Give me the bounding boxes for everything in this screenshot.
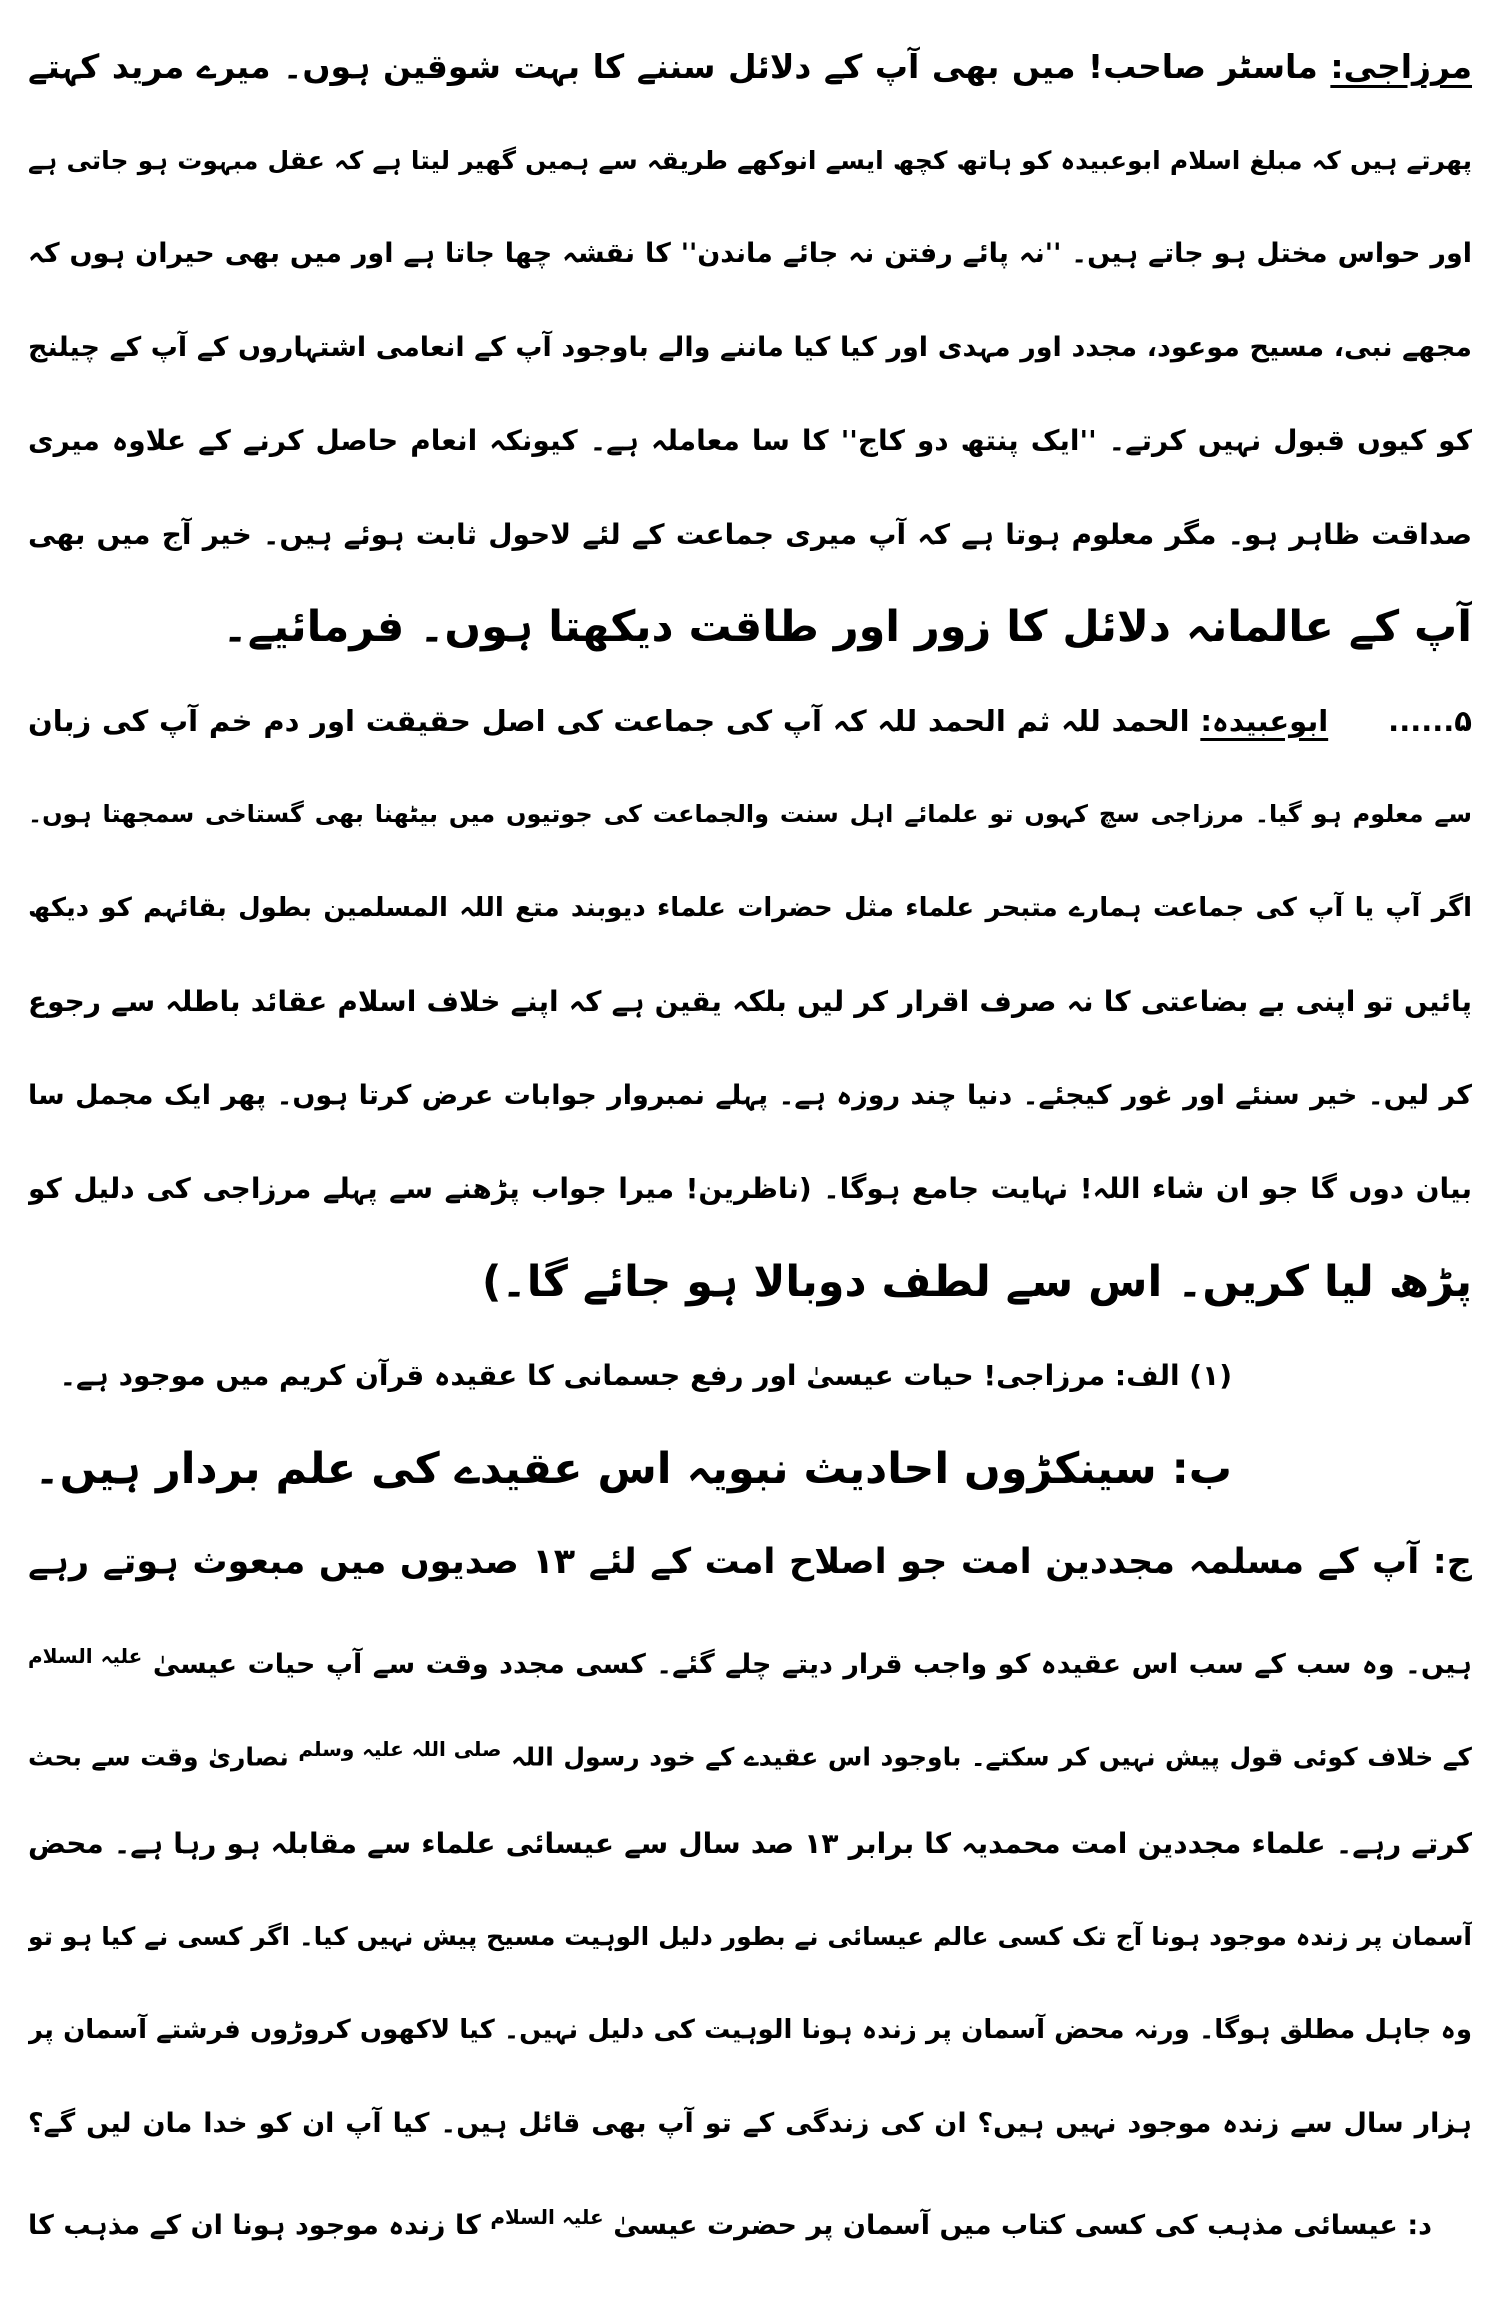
point-jeem-line: کرتے رہے۔ علماء مجددین امت محمدیہ کا برابر ۱۳ صد سال سے عیسائی علماء سے مقابلہ ہو رہا ہے۔ محض [28,1826,1472,1860]
line-text: د: عیسائی مذہب کی کسی کتاب میں آسمان پر حضرت عیسیٰ [613,2209,1433,2241]
line-text: ماسٹر صاحب! میں بھی آپ کے دلائل سننے کا بہت شوقین ہوں۔ میرے مرید کہتے [28,47,1318,86]
text-line: پھرتے ہیں کہ مبلغ اسلام ابوعبیدہ کو ہاتھ کچھ ایسے انوکھے طریقہ سے ہمیں گھیر لیتا ہے کہ عقل مبہوت ہو جاتی ہے [28,145,1472,175]
urdu-document-page [28,20,1472,2280]
line-text: نصاریٰ وقت سے بحث [28,1742,289,1772]
text-line: اگر آپ یا آپ کی جماعت ہمارے متبحر علماء مثل حضرات علماء دیوبند متع اللہ المسلمین بطول بقائہم کو دیکھ [28,892,1472,923]
text-line: کو کیوں قبول نہیں کرتے۔ ''ایک پنتھ دو کاج'' کا سا معاملہ ہے۔ کیونکہ انعام حاصل کرنے کے علاوہ میری [28,424,1472,457]
line-text: الحمد للہ ثم الحمد للہ کہ آپ کی جماعت کی اصل حقیقت اور دم خم آپ کی زبان [28,703,1190,738]
point-jeem-line [28,1610,1472,1704]
text-line: کر لیں۔ خیر سنئے اور غور کیجئے۔ دنیا چند روزہ ہے۔ پہلے نمبروار جوابات عرض کرتا ہوں۔ پھر ایک مجمل سا [28,1079,1472,1111]
point-dal-line [28,2171,1472,2265]
point-alif: (۱) الف: مرزاجی! حیات عیسیٰ اور رفع جسمانی کا عقیدہ قرآن کریم میں موجود ہے۔ [59,1359,1232,1392]
speaker-label-mirza: مرزاجی: [1330,47,1472,86]
point-jeem-line: وہ جاہل مطلق ہوگا۔ ورنہ محض آسمان پر زندہ ہونا الوہیت کی دلیل نہیں۔ کیا لاکھوں کروڑوں فرشتے آسمان پر [28,2014,1472,2045]
text-line: اور حواس مختل ہو جاتے ہیں۔ ''نہ پائے رفتن نہ جائے ماندن'' کا نقشہ چھا جاتا ہے اور میں بھی حیران ہوں کہ [28,238,1472,269]
text-line: مجھے نبی، مسیح موعود، مجدد اور مہدی اور کیا کیا ماننے والے باوجود آپ کے انعامی اشتہاروں کے آپ کے چیلنج [28,331,1472,363]
point-be: ب: سینکڑوں احادیث نبویہ اس عقیدے کی علم بردار ہیں۔ [34,1443,1232,1494]
text-line [28,675,1472,769]
text-line: آپ کے عالمانہ دلائل کا زور اور طاقت دیکھتا ہوں۔ فرمائیے۔ [222,602,1472,652]
text-line: پائیں تو اپنی بے بضاعتی کا نہ صرف اقرار کر لیں بلکہ یقین ہے کہ اپنے خلاف اسلام عقائد باطلہ سے رجوع [28,985,1472,1018]
point-jeem-line: ہزار سال سے زندہ موجود نہیں ہیں؟ ان کی زندگی کے تو آپ بھی قائل ہیں۔ کیا آپ ان کو خدا مان لیں گے؟ [28,2108,1472,2139]
text-line: پڑھ لیا کریں۔ اس سے لطف دوبالا ہو جائے گا۔) [481,1256,1472,1307]
sallallahu-honorific: صلی اللہ علیہ وسلم [298,1737,502,1761]
line-text: ہیں۔ وہ سب کے سب اس عقیدہ کو واجب قرار دیتے چلے گئے۔ کسی مجدد وقت سے آپ حیات عیسیٰ [152,1648,1472,1680]
alaihissalam-honorific: علیہ السلام [490,2204,604,2229]
text-line: صداقت ظاہر ہو۔ مگر معلوم ہوتا ہے کہ آپ میری جماعت کے لئے لاحول ثابت ہوئے ہیں۔ خیر آج میں بھی [28,517,1472,551]
text-line [28,20,1472,114]
point-jeem-line: ج: آپ کے مسلمہ مجددین امت جو اصلاح امت کے لئے ۱۳ صدیوں میں مبعوث ہوتے رہے [28,1542,1472,1582]
paragraph-number: ۵...... [1388,703,1472,738]
line-text: کے خلاف کوئی قول پیش نہیں کر سکتے۔ باوجود اس عقیدے کے خود رسول اللہ [510,1742,1472,1772]
point-jeem-line: آسمان پر زندہ موجود ہونا آج تک کسی عالم عیسائی نے بطور دلیل الوہیت مسیح پیش نہیں کیا۔ اگر کسی نے کیا ہو تو [28,1922,1472,1951]
text-line: بیان دوں گا جو ان شاء اللہ! نہایت جامع ہوگا۔ (ناظرین! میرا جواب پڑھنے سے پہلے مرزاجی کی دلیل کو [28,1172,1472,1205]
alaihissalam-honorific: علیہ السلام [28,1643,143,1668]
text-line: سے معلوم ہو گیا۔ مرزاجی سچ کہوں تو علمائے اہل سنت والجماعت کی جوتیوں میں بیٹھنا بھی گستاخی سمجھتا ہوں۔ [28,800,1472,828]
speaker-label-abu-ubaida: ابوعبیدہ: [1200,703,1329,738]
line-text: کا زندہ موجود ہونا ان کے مذہب کا [28,2209,481,2241]
point-jeem-line [28,1703,1472,1797]
